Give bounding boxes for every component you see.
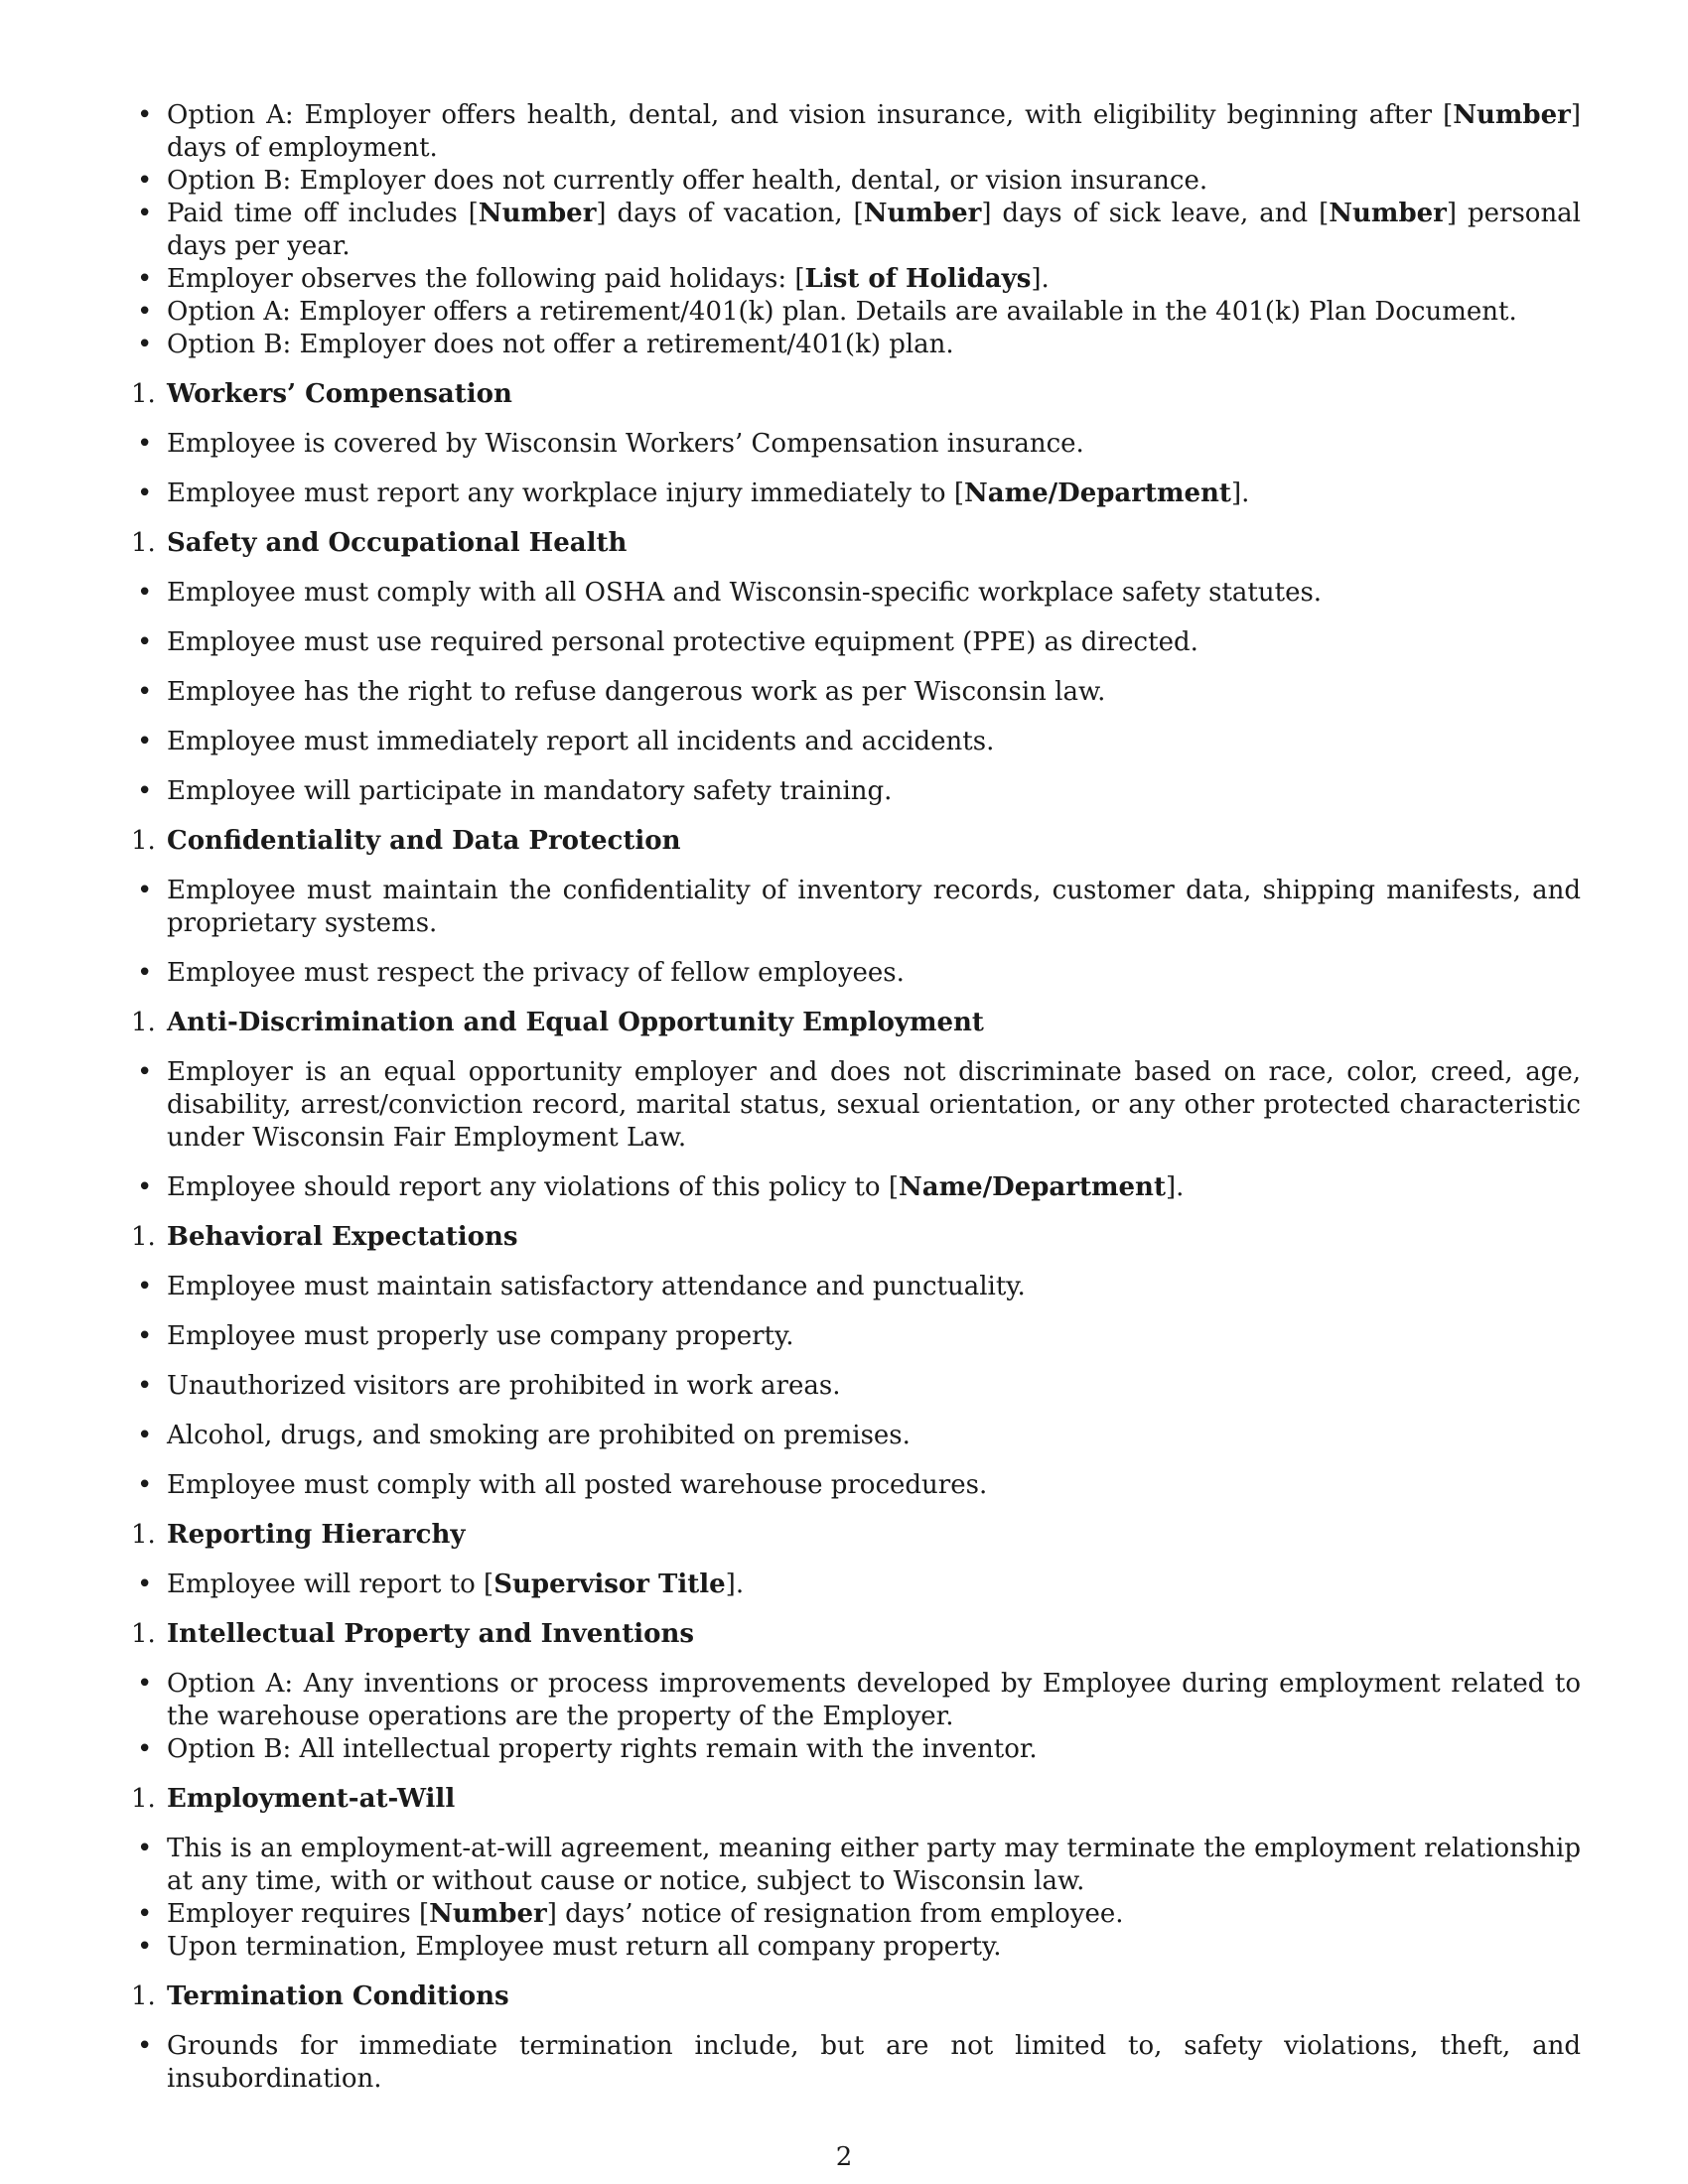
section-number: 1. — [131, 1520, 156, 1550]
section-number: 1. — [131, 528, 156, 558]
section-title: Anti-Discrimination and Equal Opportunity Employment — [167, 1008, 984, 1037]
section-number: 1. — [131, 1619, 156, 1649]
section-heading-workers-compensation — [131, 378, 1581, 411]
section-title: Reporting Hierarchy — [167, 1520, 466, 1550]
list-item: • Employee must use required personal protective equipment (PPE) as directed. — [167, 626, 1581, 659]
termination-list — [167, 2030, 1581, 2096]
section-heading-anti-discrimination — [131, 1007, 1581, 1039]
section-title: Workers’ Compensation — [167, 379, 512, 409]
list-item: • Employee must maintain satisfactory attendance and punctuality. — [167, 1271, 1581, 1303]
list-item: • Option A: Any inventions or process improvements developed by Employee during employment related to the warehouse operations are the property of the Employer. — [167, 1668, 1581, 1733]
list-item: • Option B: All intellectual property rights remain with the inventor. — [167, 1733, 1581, 1766]
section-title: Behavioral Expectations — [167, 1222, 518, 1252]
list-item: • Employer observes the following paid holidays: [List of Holidays]. — [167, 263, 1581, 296]
page-number: 2 — [835, 2142, 853, 2172]
list-item: • Alcohol, drugs, and smoking are prohibited on premises. — [167, 1420, 1581, 1452]
section-number: 1. — [131, 379, 156, 409]
section-heading-safety — [131, 527, 1581, 560]
list-item: • Employer is an equal opportunity employer and does not discriminate based on race, color, creed, age, disability, arrest/conviction record, marital status, sexual orientation, or any other protected characteristic under Wisconsin Fair Employment Law. — [167, 1056, 1581, 1155]
section-heading-behavioral — [131, 1221, 1581, 1254]
at-will-list — [167, 1833, 1581, 1964]
list-item: • Option B: Employer does not currently offer health, dental, or vision insurance. — [167, 165, 1581, 198]
list-item: • Option A: Employer offers health, dental, and vision insurance, with eligibility beginning after [Number] days of employment. — [167, 99, 1581, 165]
list-item: • Employee will report to [Supervisor Title]. — [167, 1569, 1581, 1601]
document-page — [131, 99, 1582, 2113]
reporting-list — [167, 1569, 1581, 1601]
section-number: 1. — [131, 1222, 156, 1252]
list-item: • Employee must immediately report all incidents and accidents. — [167, 726, 1581, 758]
section-number: 1. — [131, 1008, 156, 1037]
list-item: • Employee must properly use company property. — [167, 1320, 1581, 1353]
list-item: • Employee must maintain the confidentiality of inventory records, customer data, shipping manifests, and proprietary systems. — [167, 875, 1581, 940]
list-item: • Unauthorized visitors are prohibited in work areas. — [167, 1370, 1581, 1403]
list-item: • Employee must comply with all posted warehouse procedures. — [167, 1469, 1581, 1502]
section-number: 1. — [131, 1981, 156, 2011]
list-item: • Employee has the right to refuse dangerous work as per Wisconsin law. — [167, 676, 1581, 709]
section-heading-reporting — [131, 1519, 1581, 1552]
list-item: • Employer requires [Number] days’ notice of resignation from employee. — [167, 1898, 1581, 1931]
section-number: 1. — [131, 1784, 156, 1814]
section-title: Confidentiality and Data Protection — [167, 826, 681, 856]
list-item: • Grounds for immediate termination include, but are not limited to, safety violations, theft, and insubordination. — [167, 2030, 1581, 2096]
section-title: Safety and Occupational Health — [167, 528, 628, 558]
list-item: • Upon termination, Employee must return all company property. — [167, 1931, 1581, 1964]
anti-discrimination-list — [167, 1056, 1581, 1204]
intellectual-property-list — [167, 1668, 1581, 1766]
workers-compensation-list — [167, 428, 1581, 510]
safety-list — [167, 577, 1581, 808]
confidentiality-list — [167, 875, 1581, 990]
behavioral-list — [167, 1271, 1581, 1502]
section-title: Employment-at-Will — [167, 1784, 456, 1814]
list-item: • Paid time off includes [Number] days of vacation, [Number] days of sick leave, and [Number] personal days per year. — [167, 198, 1581, 263]
list-item: • Employee should report any violations of this policy to [Name/Department]. — [167, 1171, 1581, 1204]
list-item: • Employee must respect the privacy of fellow employees. — [167, 957, 1581, 990]
section-heading-intellectual-property — [131, 1618, 1581, 1651]
section-title: Intellectual Property and Inventions — [167, 1619, 694, 1649]
list-item: • Employee will participate in mandatory safety training. — [167, 775, 1581, 808]
benefits-list — [167, 99, 1581, 361]
section-heading-termination — [131, 1980, 1581, 2013]
list-item: • Employee must report any workplace injury immediately to [Name/Department]. — [167, 478, 1581, 510]
section-title: Termination Conditions — [167, 1981, 509, 2011]
section-number: 1. — [131, 826, 156, 856]
section-heading-confidentiality — [131, 825, 1581, 858]
list-item: • Option B: Employer does not offer a retirement/401(k) plan. — [167, 329, 1581, 361]
list-item: • Option A: Employer offers a retirement/401(k) plan. Details are available in the 401(k) Plan Document. — [167, 296, 1581, 329]
section-heading-at-will — [131, 1783, 1581, 1816]
list-item: • Employee must comply with all OSHA and Wisconsin-specific workplace safety statutes. — [167, 577, 1581, 610]
list-item: • This is an employment-at-will agreement, meaning either party may terminate the employment relationship at any time, with or without cause or notice, subject to Wisconsin law. — [167, 1833, 1581, 1898]
list-item: • Employee is covered by Wisconsin Workers’ Compensation insurance. — [167, 428, 1581, 461]
